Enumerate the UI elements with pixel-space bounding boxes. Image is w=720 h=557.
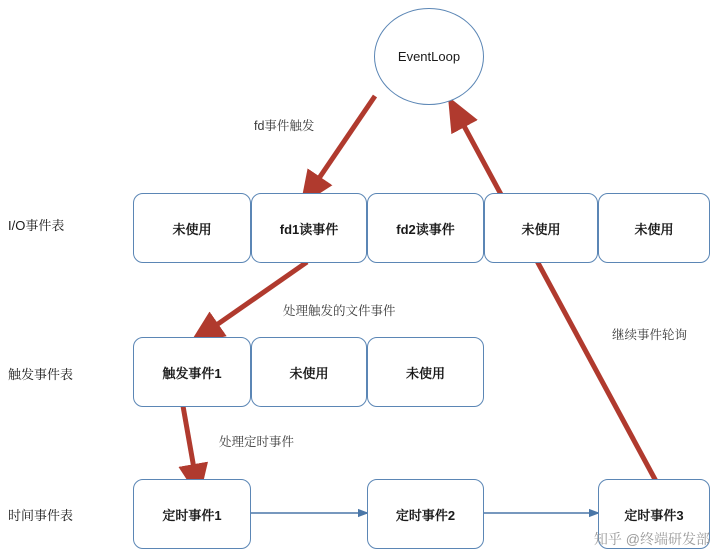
node-trigger-1[interactable]: [251, 337, 367, 407]
node-trigger-1-label: 未使用: [289, 365, 329, 381]
edge-label-fd-trigger: fd事件触发: [254, 119, 315, 133]
node-trigger-2[interactable]: [367, 337, 484, 407]
watermark: 知乎 @终端研发部: [593, 531, 710, 547]
node-io-3[interactable]: [484, 193, 598, 263]
node-io-0-label: 未使用: [172, 221, 212, 237]
node-io-1-label: fd1读事件: [279, 221, 339, 237]
edge-eventloop-to-fd1: [311, 96, 375, 190]
edge-timer3-to-eventloop: [457, 113, 664, 496]
node-io-4[interactable]: [598, 193, 710, 263]
node-timer-1-label: 定时事件2: [395, 507, 456, 523]
edge-label-continue-polling: 继续事件轮询: [612, 328, 688, 342]
edge-label-handle-timer-events: 处理定时事件: [219, 435, 295, 449]
node-io-2[interactable]: [367, 193, 484, 263]
node-eventloop[interactable]: [374, 8, 484, 105]
edge-label-handle-file-events: 处理触发的文件事件: [283, 304, 396, 318]
node-eventloop-label: EventLoop: [397, 49, 461, 64]
row-label-time-events: 时间事件表: [8, 508, 74, 523]
edge-trigger1-to-timer1: [183, 406, 196, 480]
node-timer-0[interactable]: [133, 479, 251, 549]
node-timer-0-label: 定时事件1: [162, 507, 222, 523]
row-label-triggered-events: 触发事件表: [8, 367, 74, 382]
node-io-3-label: 未使用: [521, 221, 561, 237]
node-trigger-2-label: 未使用: [405, 365, 445, 381]
node-trigger-0-label: 触发事件1: [162, 365, 222, 381]
node-timer-1[interactable]: [367, 479, 484, 549]
node-io-1[interactable]: [251, 193, 367, 263]
node-io-4-label: 未使用: [634, 221, 674, 237]
node-trigger-0[interactable]: [133, 337, 251, 407]
node-io-0[interactable]: [133, 193, 251, 263]
row-label-io-events: I/O事件表: [8, 218, 65, 233]
node-io-2-label: fd2读事件: [396, 221, 455, 237]
node-timer-2-label: 定时事件3: [624, 507, 684, 523]
edge-fd1-to-trigger1: [205, 262, 307, 333]
